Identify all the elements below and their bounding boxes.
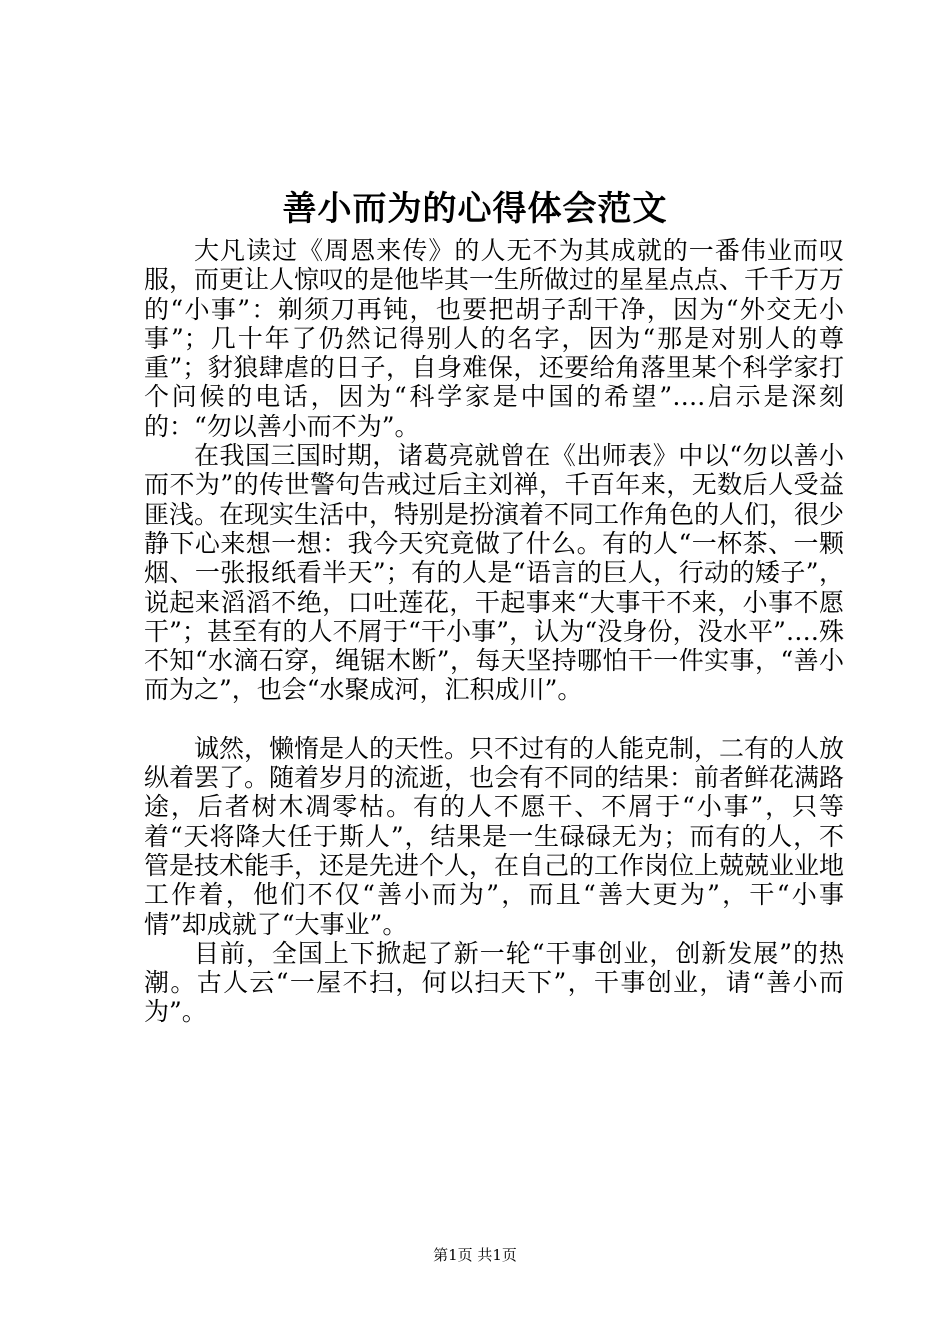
paragraph-2: 在我国三国时期，诸葛亮就曾在《出师表》中以“勿以善小而不为”的传世警句告戒过后主刘禅，千百年来，无数后人受益匪浅。在现实生活中，特别是扮演着不同工作角色的人们，很少静下心来想一想：我今天究竟做了什么。有的人“一杯茶、一颗烟、一张报纸看半天”；有的人是“语言的巨人，行动的矮子”，说起来滔滔不绝，口吐莲花，干起事来“大事干不来，小事不愿干”；甚至有的人不屑于“干小事”，认为“没身份，没水平”….殊不知“水滴石穿，绳锯木断”，每天坚持哪怕干一件实事，“善小而为之”，也会“水聚成河，汇积成川”。 xyxy=(144,441,845,705)
paragraph-4: 目前，全国上下掀起了新一轮“干事创业，创新发展”的热潮。古人云“一屋不扫，何以扫天下”，干事创业，请“善小而为”。 xyxy=(144,938,844,1027)
page-footer: 第1页 共1页 xyxy=(433,1246,517,1264)
paragraph-1: 大凡读过《周恩来传》的人无不为其成就的一番伟业而叹服，而更让人惊叹的是他毕其一生所做过的星星点点、千千万万的“小事”：剃须刀再钝，也要把胡子刮干净，因为“外交无小事”；几十年了仍然记得别人的名字，因为“那是对别人的尊重”；豺狼肆虐的日子，自身难保，还要给角落里某个科学家打个问候的电话，因为“科学家是中国的希望”….启示是深刻的：“勿以善小而不为”。 xyxy=(144,236,845,441)
document-body xyxy=(144,236,844,1027)
paragraph-3: 诚然，懒惰是人的天性。只不过有的人能克制，二有的人放纵着罢了。随着岁月的流逝，也会有不同的结果：前者鲜花满路途，后者树木凋零枯。有的人不愿干、不屑于“小事”，只等着“天将降大任于斯人”，结果是一生碌碌无为；而有的人，不管是技术能手，还是先进个人，在自己的工作岗位上兢兢业业地工作着，他们不仅“善小而为”，而且“善大更为”，干“小事情”却成就了“大事业”。 xyxy=(144,733,845,939)
document-title: 善小而为的心得体会范文 xyxy=(282,189,668,229)
